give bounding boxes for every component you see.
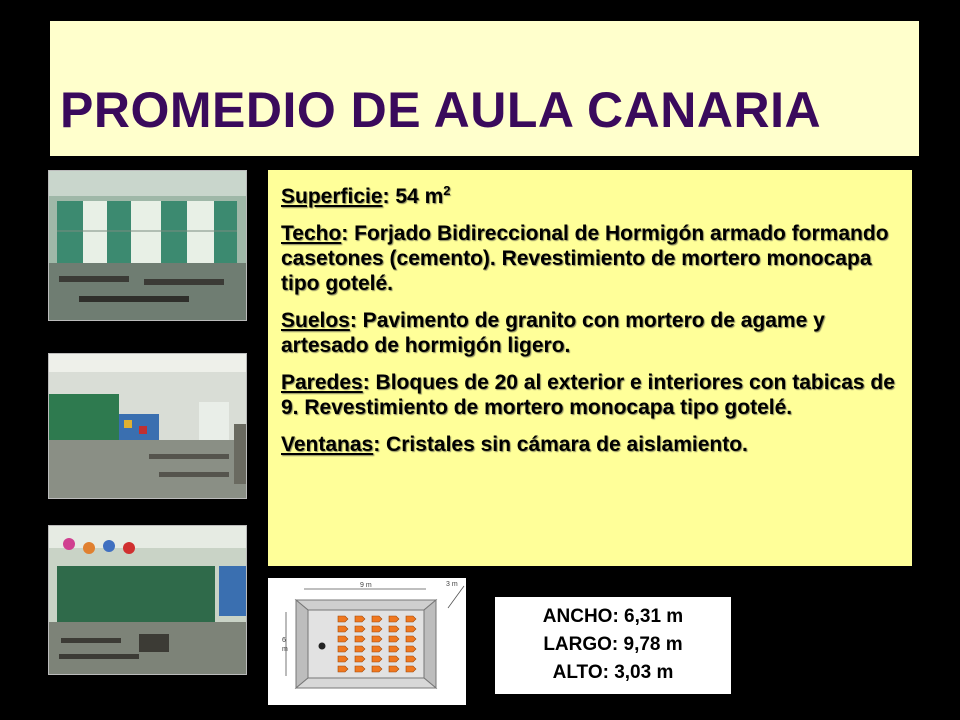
- spec-windows-label: Ventanas: [281, 433, 374, 456]
- title-banner: [50, 21, 919, 156]
- spec-surface: [281, 178, 900, 209]
- classroom-specs: [268, 170, 912, 566]
- spec-floors-text: : Pavimento de granito con mortero de agame y artesado de hormigón ligero.: [281, 309, 825, 357]
- spec-ceiling-text: : Forjado Bidireccional de Hormigón armado formando casetones (cemento). Revestimiento de mortero monocapa tipo gotelé.: [281, 222, 889, 295]
- spec-windows-text: : Cristales sin cámara de aislamiento.: [373, 433, 748, 456]
- classroom-photo-windows: [48, 170, 247, 321]
- plan-width-label-bottom: m: [282, 646, 288, 653]
- spec-walls: [281, 370, 900, 420]
- dimension-width: ANCHO: 6,31 m: [542, 606, 684, 627]
- spec-walls-text: : Bloques de 20 al exterior e interiores con tabicas de 9. Revestimiento de mortero monocapa tipo gotelé.: [281, 371, 895, 419]
- plan-height-label: 3 m: [446, 581, 458, 588]
- spec-ceiling: [281, 221, 900, 296]
- spec-ceiling-label: Techo: [281, 222, 342, 245]
- spec-floors-label: Suelos: [281, 309, 350, 332]
- page-title: PROMEDIO DE AULA CANARIA: [60, 82, 822, 138]
- teacher-icon: [319, 643, 326, 650]
- classroom-photo-blackboard: [48, 525, 247, 675]
- spec-floors: [281, 308, 900, 358]
- spec-windows: [281, 432, 900, 457]
- dimension-height: ALTO: 3,03 m: [552, 662, 674, 683]
- dimension-length: LARGO: 9,78 m: [543, 634, 683, 655]
- classroom-dimensions: [495, 597, 731, 694]
- spec-surface-sup: 2: [443, 183, 451, 198]
- spec-surface-text: : 54 m: [382, 185, 444, 208]
- classroom-floor-plan: [268, 578, 466, 705]
- spec-walls-label: Paredes: [281, 371, 363, 394]
- spec-surface-label: Superficie: [281, 185, 383, 208]
- classroom-photo-interior: [48, 353, 247, 499]
- plan-length-label: 9 m: [360, 582, 372, 589]
- plan-width-label-top: 6: [282, 637, 286, 644]
